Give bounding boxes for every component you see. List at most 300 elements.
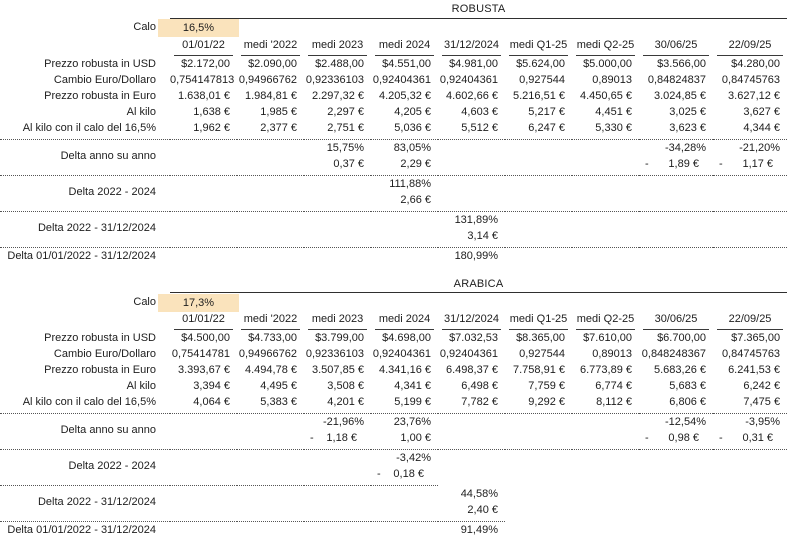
delta-cell: -3,42% xyxy=(371,450,438,467)
table-row xyxy=(0,378,787,394)
data-cell: 2,377 € xyxy=(237,120,304,136)
delta-cell xyxy=(170,466,237,482)
delta-cell: 0,37 € xyxy=(304,156,371,172)
delta-cell: 2,66 € xyxy=(371,192,438,208)
value-text: 0,31 € xyxy=(742,430,773,446)
delta-cell xyxy=(170,228,237,244)
delta-cell xyxy=(170,139,237,156)
delta-block-label: Delta 01/01/2022 - 31/12/2024 xyxy=(0,522,170,538)
accounting-negative-value xyxy=(639,430,706,446)
delta-cell: 131,89% xyxy=(438,211,505,228)
row-label: Prezzo robusta in USD xyxy=(0,56,170,72)
delta-cell xyxy=(371,466,438,482)
delta-row xyxy=(0,450,787,467)
column-header xyxy=(572,38,639,56)
delta-cell xyxy=(304,486,371,503)
delta-cell xyxy=(505,502,572,518)
column-header xyxy=(237,312,304,330)
delta-cell xyxy=(713,430,787,446)
delta-cell: 83,05% xyxy=(371,139,438,156)
value-text: 1,18 € xyxy=(326,430,357,446)
delta-cell xyxy=(505,175,572,192)
minus-sign: - xyxy=(719,156,723,172)
delta-cell xyxy=(713,522,787,538)
data-cell: 4,201 € xyxy=(304,394,371,410)
data-cell: 0,927544 xyxy=(505,72,572,88)
delta-cell: -21,96% xyxy=(304,414,371,431)
column-header-label: medi '2022 xyxy=(241,312,300,330)
delta-cell: 2,29 € xyxy=(371,156,438,172)
delta-cell: 3,14 € xyxy=(438,228,505,244)
delta-cell xyxy=(237,156,304,172)
data-cell: $5.000,00 xyxy=(572,56,639,72)
delta-cell xyxy=(572,522,639,538)
row-label: Prezzo robusta in USD xyxy=(0,330,170,346)
section-robusta xyxy=(0,2,787,264)
section-title-row xyxy=(0,277,787,293)
delta-cell xyxy=(639,502,713,518)
delta-cell xyxy=(572,192,639,208)
delta-cell xyxy=(713,156,787,172)
data-cell: $7.032,53 xyxy=(438,330,505,346)
delta-cell xyxy=(572,450,639,467)
delta-cell: -21,20% xyxy=(713,139,787,156)
data-cell: 1.984,81 € xyxy=(237,88,304,104)
delta-cell xyxy=(237,139,304,156)
delta-cell xyxy=(572,139,639,156)
delta-cell xyxy=(304,211,371,228)
column-header-label: medi Q2-25 xyxy=(576,312,635,330)
delta-cell xyxy=(572,414,639,431)
row-label: Al kilo xyxy=(0,378,170,394)
data-cell: 3.024,85 € xyxy=(639,88,713,104)
table-row xyxy=(0,88,787,104)
delta-cell xyxy=(438,450,505,467)
data-cell: 5.216,51 € xyxy=(505,88,572,104)
delta-cell xyxy=(505,139,572,156)
delta-cell: 2,40 € xyxy=(438,502,505,518)
column-header xyxy=(438,38,505,56)
delta-cell xyxy=(170,486,237,503)
minus-sign: - xyxy=(645,430,649,446)
column-header xyxy=(170,38,237,56)
data-cell: 4,344 € xyxy=(713,120,787,136)
data-cell: 3,623 € xyxy=(639,120,713,136)
table-row xyxy=(0,120,787,136)
delta-cell: 23,76% xyxy=(371,414,438,431)
delta-cell xyxy=(505,247,572,264)
delta-cell xyxy=(371,247,438,264)
data-cell: 7,759 € xyxy=(505,378,572,394)
delta-cell xyxy=(237,450,304,467)
delta-cell xyxy=(237,486,304,503)
accounting-negative-value xyxy=(713,156,780,172)
data-cell: 0,92404361 xyxy=(371,346,438,362)
column-header xyxy=(304,38,371,56)
row-label: Prezzo robusta in Euro xyxy=(0,88,170,104)
delta-cell xyxy=(572,486,639,503)
column-header-row xyxy=(0,312,787,330)
data-cell: 5,330 € xyxy=(572,120,639,136)
data-cell: $4.500,00 xyxy=(170,330,237,346)
delta-cell xyxy=(237,522,304,538)
table-row xyxy=(0,394,787,410)
data-cell: 0,75414781 xyxy=(170,346,237,362)
delta-cell xyxy=(713,502,787,518)
column-header-row xyxy=(0,38,787,56)
delta-cell xyxy=(639,192,713,208)
delta-cell xyxy=(713,192,787,208)
delta-block-label: Delta 01/01/2022 - 31/12/2024 xyxy=(0,247,170,264)
delta-block-label: Delta 2022 - 31/12/2024 xyxy=(0,211,170,244)
delta-cell xyxy=(371,522,438,538)
data-cell: 4.341,16 € xyxy=(371,362,438,378)
data-cell: 0,92404361 xyxy=(438,72,505,88)
data-cell: 0,92336103 xyxy=(304,346,371,362)
row-label: Al kilo con il calo del 16,5% xyxy=(0,120,170,136)
delta-row xyxy=(0,414,787,431)
delta-cell xyxy=(639,156,713,172)
data-cell: 0,92404361 xyxy=(371,72,438,88)
delta-cell xyxy=(639,486,713,503)
data-cell: 4.205,32 € xyxy=(371,88,438,104)
delta-cell xyxy=(304,247,371,264)
data-cell: 4,341 € xyxy=(371,378,438,394)
delta-cell xyxy=(572,211,639,228)
delta-cell xyxy=(170,247,237,264)
column-header-label: 22/09/25 xyxy=(717,38,783,56)
table-row xyxy=(0,104,787,120)
delta-cell xyxy=(572,175,639,192)
column-header-label: medi '2022 xyxy=(241,38,300,56)
column-header xyxy=(713,312,787,330)
column-header-label: medi Q1-25 xyxy=(509,312,568,330)
column-header xyxy=(237,38,304,56)
delta-block-label: Delta anno su anno xyxy=(0,139,170,172)
delta-cell xyxy=(304,192,371,208)
data-cell: $6.700,00 xyxy=(639,330,713,346)
delta-cell xyxy=(170,192,237,208)
data-cell: 0,89013 xyxy=(572,346,639,362)
delta-cell xyxy=(237,414,304,431)
data-cell: 0,94966762 xyxy=(237,346,304,362)
column-header xyxy=(639,312,713,330)
arabica-table xyxy=(0,277,787,538)
delta-cell xyxy=(639,522,713,538)
delta-row xyxy=(0,247,787,264)
data-cell: 4,064 € xyxy=(170,394,237,410)
data-cell: 3,025 € xyxy=(639,104,713,120)
data-cell: 9,292 € xyxy=(505,394,572,410)
delta-cell: 15,75% xyxy=(304,139,371,156)
calo-value-cell xyxy=(170,18,237,38)
delta-cell xyxy=(572,466,639,482)
column-header-label: medi Q2-25 xyxy=(576,38,635,56)
column-header xyxy=(371,312,438,330)
data-cell: 2,297 € xyxy=(304,104,371,120)
delta-block-label: Delta 2022 - 2024 xyxy=(0,175,170,208)
row-label: Prezzo robusta in Euro xyxy=(0,362,170,378)
data-cell: 0,927544 xyxy=(505,346,572,362)
data-cell: 0,92404361 xyxy=(438,346,505,362)
section-title: ROBUSTA xyxy=(170,2,787,18)
data-cell: $8.365,00 xyxy=(505,330,572,346)
column-header-label: medi Q1-25 xyxy=(509,38,568,56)
calo-label: Calo xyxy=(0,293,170,313)
section-title: ARABICA xyxy=(170,277,787,293)
data-cell: 0,92336103 xyxy=(304,72,371,88)
delta-cell xyxy=(639,211,713,228)
delta-cell xyxy=(371,228,438,244)
data-cell: 6,774 € xyxy=(572,378,639,394)
data-cell: 2.297,32 € xyxy=(304,88,371,104)
delta-cell xyxy=(237,466,304,482)
data-cell: 0,94966762 xyxy=(237,72,304,88)
data-cell: $7.365,00 xyxy=(713,330,787,346)
data-cell: 5,683 € xyxy=(639,378,713,394)
data-cell: 6.773,89 € xyxy=(572,362,639,378)
data-cell: 0,848248367 xyxy=(639,346,713,362)
delta-cell xyxy=(438,175,505,192)
row-label: Al kilo con il calo del 16,5% xyxy=(0,394,170,410)
column-header-label: 30/06/25 xyxy=(643,312,709,330)
data-cell: 0,84745763 xyxy=(713,346,787,362)
data-cell: 7,475 € xyxy=(713,394,787,410)
value-text: 0,98 € xyxy=(668,430,699,446)
data-cell: $2.488,00 xyxy=(304,56,371,72)
delta-cell xyxy=(639,228,713,244)
delta-block-label: Delta anno su anno xyxy=(0,414,170,447)
data-cell: 3.393,67 € xyxy=(170,362,237,378)
delta-cell xyxy=(170,502,237,518)
calo-value: 16,5% xyxy=(158,19,239,37)
delta-row xyxy=(0,175,787,192)
delta-cell xyxy=(170,414,237,431)
column-header xyxy=(438,312,505,330)
data-cell: 7,782 € xyxy=(438,394,505,410)
calo-row xyxy=(0,293,787,313)
delta-cell xyxy=(572,247,639,264)
delta-cell xyxy=(713,486,787,503)
data-cell: 3,508 € xyxy=(304,378,371,394)
delta-cell xyxy=(304,175,371,192)
delta-cell xyxy=(505,486,572,503)
delta-cell xyxy=(438,466,505,482)
delta-cell: -12,54% xyxy=(639,414,713,431)
data-cell: 5,512 € xyxy=(438,120,505,136)
data-cell: 4.450,65 € xyxy=(572,88,639,104)
delta-cell xyxy=(237,175,304,192)
delta-cell xyxy=(713,247,787,264)
value-text: 1,89 € xyxy=(668,156,699,172)
delta-cell xyxy=(505,156,572,172)
accounting-negative-value xyxy=(713,430,780,446)
data-cell: 4,451 € xyxy=(572,104,639,120)
column-header xyxy=(371,38,438,56)
delta-cell: -3,95% xyxy=(713,414,787,431)
data-cell: 2,751 € xyxy=(304,120,371,136)
data-cell: $4.981,00 xyxy=(438,56,505,72)
delta-cell xyxy=(572,228,639,244)
data-cell: 6.498,37 € xyxy=(438,362,505,378)
table-row xyxy=(0,346,787,362)
data-cell: 3.627,12 € xyxy=(713,88,787,104)
delta-cell xyxy=(639,450,713,467)
delta-cell xyxy=(572,502,639,518)
data-cell: $4.698,00 xyxy=(371,330,438,346)
delta-cell xyxy=(371,211,438,228)
column-header xyxy=(572,312,639,330)
data-cell: 4.494,78 € xyxy=(237,362,304,378)
data-cell: $7.610,00 xyxy=(572,330,639,346)
delta-cell xyxy=(639,430,713,446)
delta-cell xyxy=(170,156,237,172)
calo-value: 17,3% xyxy=(158,294,239,312)
data-cell: 4,205 € xyxy=(371,104,438,120)
data-cell: 0,89013 xyxy=(572,72,639,88)
delta-cell xyxy=(237,247,304,264)
delta-cell xyxy=(237,430,304,446)
table-row xyxy=(0,362,787,378)
delta-row xyxy=(0,139,787,156)
accounting-negative-value xyxy=(304,430,364,446)
column-header xyxy=(304,312,371,330)
delta-cell xyxy=(505,466,572,482)
column-header xyxy=(170,312,237,330)
data-cell: 4.602,66 € xyxy=(438,88,505,104)
column-header-label: 01/01/22 xyxy=(174,312,233,330)
data-cell: 0,84745763 xyxy=(713,72,787,88)
data-cell: 6,247 € xyxy=(505,120,572,136)
data-cell: $4.280,00 xyxy=(713,56,787,72)
data-cell: 5,199 € xyxy=(371,394,438,410)
column-header-label: 31/12/2024 xyxy=(442,312,501,330)
column-header-label: 01/01/22 xyxy=(174,38,233,56)
column-header-label: medi 2023 xyxy=(308,312,367,330)
delta-cell xyxy=(237,192,304,208)
delta-cell xyxy=(438,430,505,446)
delta-cell xyxy=(505,522,572,538)
delta-cell xyxy=(505,228,572,244)
column-header xyxy=(505,38,572,56)
delta-cell xyxy=(304,502,371,518)
calo-value-cell xyxy=(170,293,237,313)
delta-cell xyxy=(237,211,304,228)
row-label: Al kilo xyxy=(0,104,170,120)
data-cell: 6,242 € xyxy=(713,378,787,394)
delta-cell xyxy=(170,430,237,446)
data-cell: 6.241,53 € xyxy=(713,362,787,378)
column-header xyxy=(713,38,787,56)
delta-cell: 1,00 € xyxy=(371,430,438,446)
row-label: Cambio Euro/Dollaro xyxy=(0,72,170,88)
minus-sign: - xyxy=(377,466,381,482)
delta-cell xyxy=(304,466,371,482)
delta-cell xyxy=(572,430,639,446)
delta-cell: 91,49% xyxy=(438,522,505,538)
data-cell: $3.799,00 xyxy=(304,330,371,346)
delta-row xyxy=(0,211,787,228)
delta-cell xyxy=(639,466,713,482)
table-row xyxy=(0,330,787,346)
delta-cell xyxy=(639,175,713,192)
data-cell: $4.733,00 xyxy=(237,330,304,346)
data-cell: 3.507,85 € xyxy=(304,362,371,378)
delta-cell xyxy=(170,175,237,192)
data-cell: 3,394 € xyxy=(170,378,237,394)
data-cell: $2.172,00 xyxy=(170,56,237,72)
column-header-label: medi 2024 xyxy=(375,312,434,330)
column-header-label: 30/06/25 xyxy=(643,38,709,56)
column-header-label: 22/09/25 xyxy=(717,312,783,330)
data-cell: 5.683,26 € xyxy=(639,362,713,378)
value-text: 1,17 € xyxy=(742,156,773,172)
data-cell: 5,217 € xyxy=(505,104,572,120)
accounting-negative-value xyxy=(371,466,431,482)
data-cell: 1.638,01 € xyxy=(170,88,237,104)
column-header-label: 31/12/2024 xyxy=(442,38,501,56)
delta-cell: 111,88% xyxy=(371,175,438,192)
data-cell: 0,754147813 xyxy=(170,72,237,88)
column-header-label: medi 2024 xyxy=(375,38,434,56)
data-cell: 7.758,91 € xyxy=(505,362,572,378)
data-cell: 4,495 € xyxy=(237,378,304,394)
delta-cell xyxy=(438,192,505,208)
delta-cell xyxy=(304,450,371,467)
calo-label: Calo xyxy=(0,18,170,38)
delta-cell xyxy=(170,522,237,538)
section-arabica xyxy=(0,277,787,538)
delta-block-label: Delta 2022 - 2024 xyxy=(0,450,170,483)
column-header xyxy=(505,312,572,330)
column-header-label: medi 2023 xyxy=(308,38,367,56)
delta-cell xyxy=(572,156,639,172)
data-cell: 4,603 € xyxy=(438,104,505,120)
delta-cell xyxy=(713,175,787,192)
data-cell: 5,036 € xyxy=(371,120,438,136)
delta-cell xyxy=(438,156,505,172)
data-cell: $2.090,00 xyxy=(237,56,304,72)
data-cell: 1,985 € xyxy=(237,104,304,120)
delta-cell xyxy=(505,414,572,431)
delta-cell xyxy=(505,192,572,208)
delta-cell xyxy=(438,139,505,156)
data-cell: 1,638 € xyxy=(170,104,237,120)
row-label: Cambio Euro/Dollaro xyxy=(0,346,170,362)
data-cell: 3,627 € xyxy=(713,104,787,120)
data-cell: 1,962 € xyxy=(170,120,237,136)
accounting-negative-value xyxy=(639,156,706,172)
data-cell: 8,112 € xyxy=(572,394,639,410)
delta-cell: 44,58% xyxy=(438,486,505,503)
section-title-row xyxy=(0,2,787,18)
data-cell: 6,806 € xyxy=(639,394,713,410)
delta-cell: -34,28% xyxy=(639,139,713,156)
delta-cell xyxy=(237,502,304,518)
delta-row xyxy=(0,486,787,503)
delta-cell xyxy=(371,486,438,503)
delta-cell xyxy=(371,502,438,518)
data-cell: $4.551,00 xyxy=(371,56,438,72)
column-header xyxy=(639,38,713,56)
delta-cell xyxy=(713,211,787,228)
delta-row xyxy=(0,522,787,538)
delta-cell xyxy=(170,450,237,467)
delta-cell xyxy=(170,211,237,228)
delta-cell xyxy=(713,450,787,467)
value-text: 0,18 € xyxy=(393,466,424,482)
delta-cell xyxy=(713,466,787,482)
